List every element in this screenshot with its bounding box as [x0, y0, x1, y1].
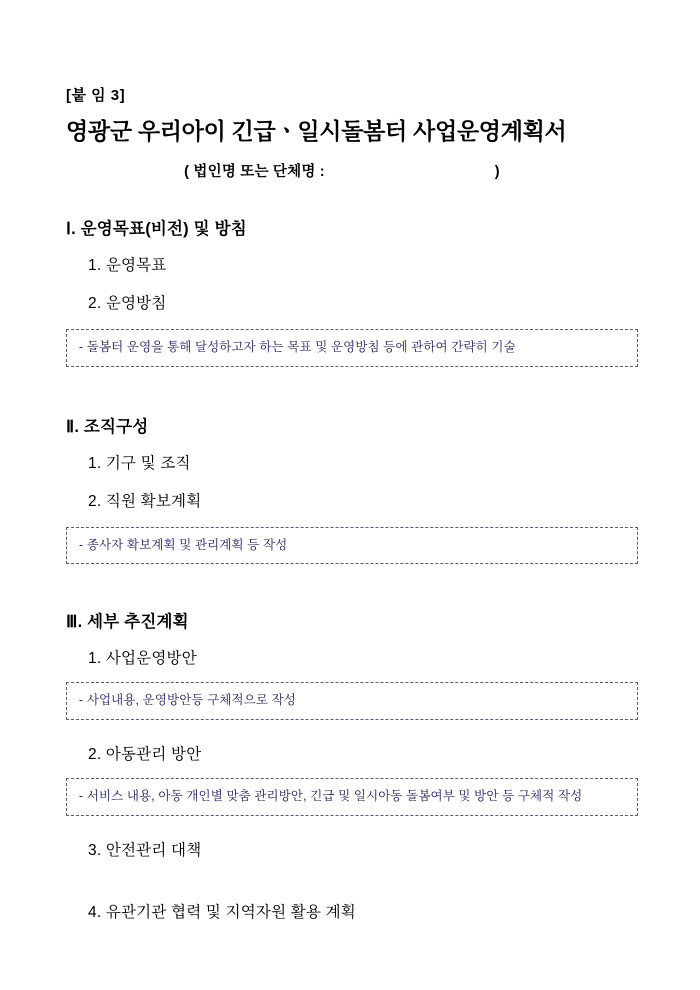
section-1-note-1: - 돌봄터 운영을 통해 달성하고자 하는 목표 및 운영방침 등에 관하여 간략히 기술: [66, 329, 638, 367]
section-2-item-2: 2. 직원 확보계획: [88, 492, 202, 510]
section-2-note-1: - 종사자 확보계획 및 관리계획 등 작성: [66, 527, 638, 565]
section-3-item-2: 2. 아동관리 방안: [88, 745, 202, 763]
attachment-tag: [붙 임 3]: [66, 87, 126, 104]
section-1-item-1: 1. 운영목표: [88, 257, 167, 274]
page-title: 영광군 우리아이 긴급ㆍ일시돌봄터 사업운영계획서: [66, 118, 567, 144]
section-organization: [66, 413, 638, 565]
section-2-item-1: 1. 기구 및 조직: [88, 454, 191, 472]
section-operating-goals: [66, 215, 638, 367]
spacer: [66, 876, 638, 900]
organization-name-label: ( 법인명 또는 단체명 :: [184, 164, 325, 180]
organization-name-line: [66, 160, 638, 181]
section-heading-2: Ⅱ. 조직구성: [66, 417, 149, 436]
section-1-item-2: 2. 운영방침: [88, 295, 167, 312]
section-3-item-3: 3. 안전관리 대책: [88, 841, 202, 859]
section-detailed-plan: [66, 608, 638, 921]
section-heading-3: Ⅲ. 세부 추진계획: [66, 613, 189, 632]
section-3-item-4: 4. 유관기관 협력 및 지역자원 활용 계획: [88, 903, 356, 921]
section-3-item-1: 1. 사업운영방안: [88, 650, 197, 668]
section-3-note-1: - 사업내용, 운영방안등 구체적으로 작성: [66, 682, 638, 720]
section-heading-1: Ⅰ. 운영목표(비전) 및 방침: [66, 220, 247, 238]
organization-name-close-paren: ): [494, 164, 500, 180]
section-3-note-2: - 서비스 내용, 아동 개인별 맞춤 관리방안, 긴급 및 일시아동 돌봄여부 및 방안 등 구체적 작성: [66, 778, 638, 816]
